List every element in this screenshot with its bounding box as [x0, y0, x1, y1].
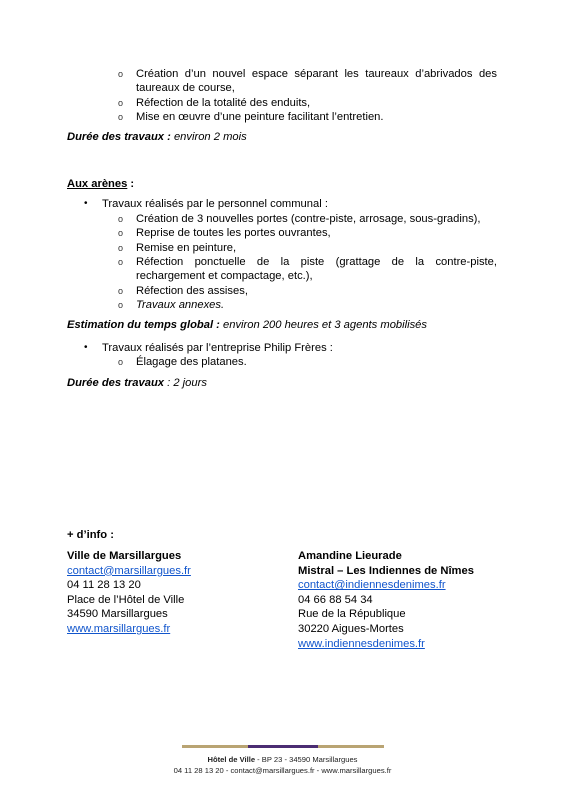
sub-bullet-marker: o — [118, 300, 124, 310]
list-item-text: Réfection ponctuelle de la piste (grattage de la contre-piste, — [136, 256, 497, 268]
sub-bullet-marker: o — [118, 286, 124, 296]
contact-left-address1: Place de l’Hôtel de Ville — [67, 593, 185, 606]
sub-bullet-marker: o — [118, 98, 124, 108]
contact-right-address1: Rue de la République — [298, 608, 406, 621]
footer-divider-gold-right — [318, 745, 384, 748]
footer-hotel-de-ville: Hôtel de Ville — [207, 755, 256, 764]
contact-left-address2: 34590 Marsillargues — [67, 608, 168, 621]
list-item-text: Mise en œuvre d’une peinture facilitant l’entretien. — [136, 111, 384, 123]
contact-right-org: Mistral – Les Indiennes de Nîmes — [298, 564, 474, 577]
contact-right-address2: 30220 Aigues-Mortes — [298, 622, 404, 635]
contact-left-website-link[interactable]: www.marsillargues.fr — [67, 622, 171, 635]
contact-right — [298, 549, 474, 651]
sub-bullet-marker: o — [118, 243, 124, 253]
section-heading-suffix: : — [127, 178, 135, 190]
list-item-text: Remise en peinture, — [136, 242, 237, 254]
contact-left-email-link[interactable]: contact@marsillargues.fr — [67, 564, 191, 577]
sub-bullet-marker: o — [118, 214, 124, 224]
footer-contact: 04 11 28 13 20 - contact@marsillargues.fr - www.marsillargues.fr — [173, 766, 392, 775]
list-item-text: Création de 3 nouvelles portes (contre-piste, arrosage, sous-gradins), — [136, 213, 481, 225]
footer-divider-gold-left — [182, 745, 248, 748]
contact-heading: + d’info : — [67, 529, 114, 541]
contact-right-phone: 04 66 88 54 34 — [298, 593, 373, 606]
duration-line — [67, 130, 247, 145]
duration-label: Durée des travaux : — [67, 131, 171, 143]
list-item-text: Réfection de la totalité des enduits, — [136, 97, 311, 109]
estimation-value: environ 200 heures et 3 agents mobilisés — [219, 319, 428, 331]
contact-right-name: Amandine Lieurade — [298, 550, 402, 562]
bullet-marker: • — [84, 198, 88, 209]
bullet-text: Travaux réalisés par l’entreprise Philip Frères : — [102, 342, 333, 354]
list-item-text: Réfection des assises, — [136, 285, 248, 297]
bullet-text: Travaux réalisés par le personnel communal : — [102, 198, 328, 210]
contact-left-phone: 04 11 28 13 20 — [67, 579, 141, 592]
bullet-marker: • — [84, 342, 88, 353]
section-heading — [67, 177, 134, 192]
estimation-label: Estimation du temps global : — [67, 319, 220, 331]
footer-divider-purple — [248, 745, 318, 748]
list-item-text: Élagage des platanes. — [136, 356, 247, 368]
duration-label: Durée des travaux — [67, 377, 165, 389]
duration-value: environ 2 mois — [170, 131, 247, 143]
sub-bullet-marker: o — [118, 257, 124, 267]
footer-address — [0, 755, 565, 765]
list-item-text-continued: taureaux de course, — [136, 82, 235, 94]
section-heading-text: Aux arènes — [67, 178, 128, 190]
list-item-text-continued: rechargement et compactage, etc.), — [136, 270, 313, 282]
contact-left — [67, 549, 191, 637]
contact-right-website-link[interactable]: www.indiennesdenimes.fr — [298, 637, 425, 650]
sub-bullet-marker: o — [118, 112, 124, 122]
footer-address-rest: - BP 23 - 34590 Marsillargues — [255, 755, 358, 764]
contact-right-email-link[interactable]: contact@indiennesdenimes.fr — [298, 579, 446, 592]
duration-line — [67, 376, 207, 391]
sub-bullet-marker: o — [118, 69, 124, 79]
list-item-text: Création d’un nouvel espace séparant les taureaux d’abrivados des — [136, 68, 497, 80]
contact-left-name: Ville de Marsillargues — [67, 550, 182, 562]
duration-value: : 2 jours — [164, 377, 207, 389]
list-item-text: Reprise de toutes les portes ouvrantes, — [136, 227, 331, 239]
estimation-line — [67, 318, 427, 333]
sub-bullet-marker: o — [118, 357, 124, 367]
sub-bullet-marker: o — [118, 228, 124, 238]
list-item-text: Travaux annexes. — [136, 299, 225, 311]
